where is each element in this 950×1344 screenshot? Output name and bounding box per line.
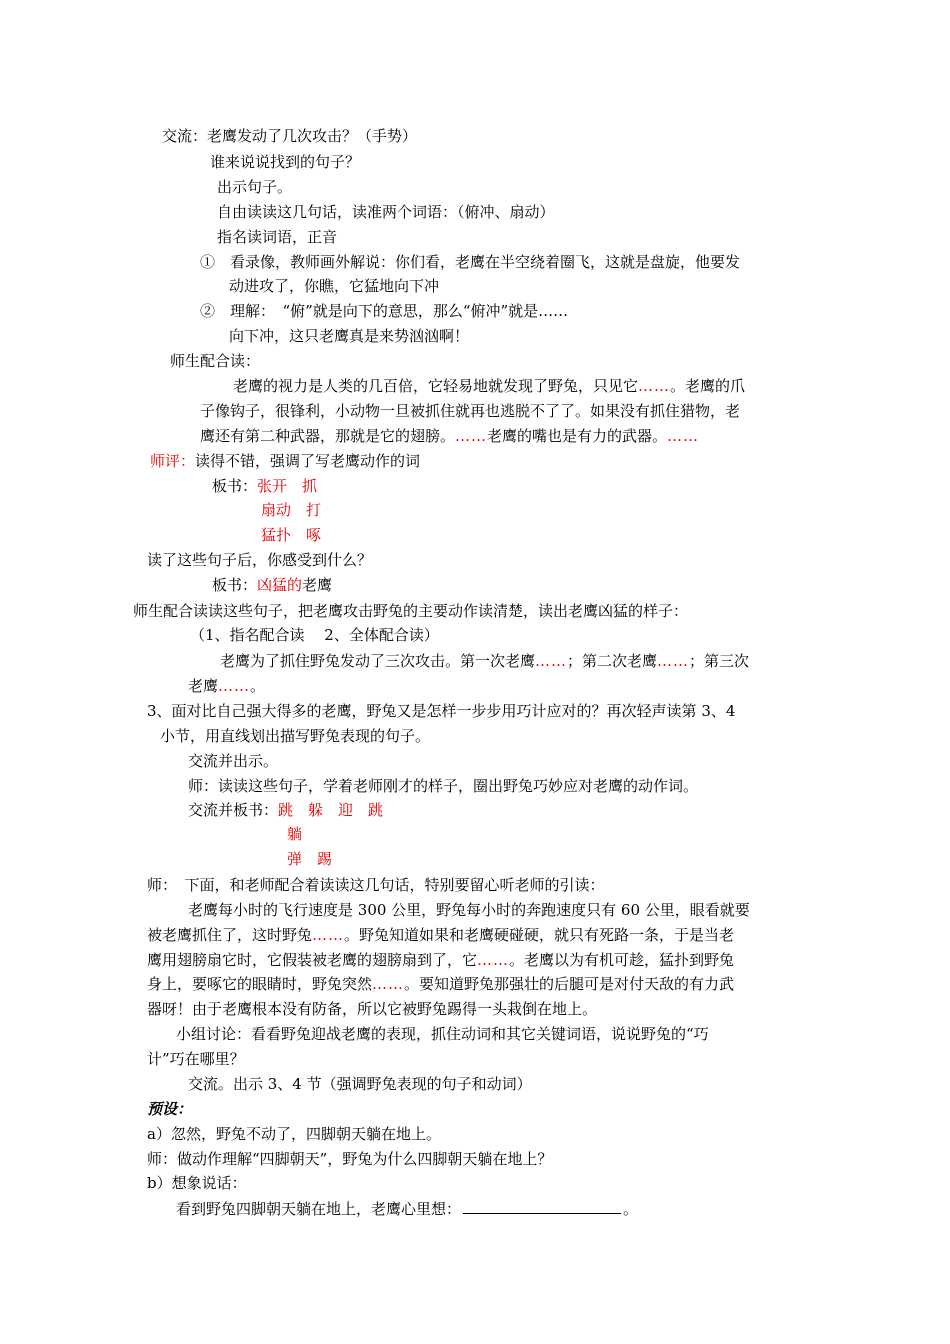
- blackboard-words: 张开 抓: [257, 477, 318, 495]
- text-line: [233, 376, 745, 396]
- text-line: 器呀！由于老鹰根本没有防备，所以它被野兔踢得一头栽倒在地上。: [147, 1000, 598, 1018]
- text-line: [150, 451, 420, 471]
- blackboard-words: 凶猛的: [257, 576, 303, 594]
- text-segment: 老鹰为了抓住野兔发动了三次攻击。第一次老鹰: [220, 652, 536, 670]
- text-line: 小组讨论：看看野兔迎战老鹰的表现，抓住动词和其它关键词语，说说野兔的“巧: [176, 1025, 709, 1043]
- text-line: 出示句子。: [217, 178, 293, 196]
- text-line: [200, 426, 699, 446]
- blackboard-line: [212, 575, 332, 595]
- text-segment: 老鹰的视力是人类的几百倍，它轻易地就发现了野兔，只见它: [233, 377, 639, 395]
- text-line: [176, 1199, 638, 1219]
- text-line: 小节，用直线划出描写野兔表现的句子。: [160, 727, 431, 745]
- text-line: 计”巧在哪里？: [147, 1050, 245, 1068]
- text-line: [220, 651, 749, 671]
- blackboard-words: 躺: [287, 825, 303, 843]
- blackboard-line: [212, 476, 317, 496]
- text-segment: 老鹰: [188, 677, 219, 695]
- text-line: 交流。出示 3、4 节（强调野兔表现的句子和动词）: [188, 1075, 532, 1093]
- text-segment: 。老鹰以为有机可趁，猛扑到野兔: [509, 951, 735, 969]
- text-line: [147, 974, 734, 994]
- text-segment: 看到野兔四脚朝天躺在地上，老鹰心里想：: [176, 1200, 462, 1218]
- ellipsis-blank: ……: [657, 652, 690, 670]
- blackboard-line: [188, 800, 383, 820]
- section-heading: 师生配合读：: [170, 352, 261, 370]
- text-segment: 。: [250, 677, 266, 695]
- teacher-comment-label: 师评：: [150, 452, 196, 470]
- ellipsis-blank: ……: [667, 427, 700, 445]
- text-line: 交流：老鹰发动了几次攻击？（手势）: [162, 127, 418, 145]
- text-line: 向下冲，这只老鹰真是来势汹汹啊！: [229, 327, 470, 345]
- ellipsis-blank: ……: [218, 677, 251, 695]
- text-segment: 。老鹰的爪: [670, 377, 746, 395]
- preset-heading: 预设：: [147, 1100, 193, 1118]
- text-line: 师生配合读读这些句子，把老鹰攻击野兔的主要动作读清楚，读出老鹰凶猛的样子：: [133, 602, 689, 620]
- ellipsis-blank: ……: [638, 377, 671, 395]
- text-line: 师：做动作理解“四脚朝天”，野兔为什么四脚朝天躺在地上？: [147, 1150, 553, 1168]
- text-line: 交流并出示。: [188, 752, 279, 770]
- blackboard-words: 扇动 打: [261, 501, 322, 519]
- ellipsis-blank: ……: [535, 652, 568, 670]
- text-segment: 读得不错，强调了写老鹰动作的词: [195, 452, 421, 470]
- text-segment: 身上，要啄它的眼睛时，野兔突然: [147, 975, 373, 993]
- text-segment: 老鹰的嘴也是有力的武器。: [487, 427, 668, 445]
- text-line: （1、指名配合读 2、全体配合读）: [190, 626, 439, 644]
- text-segment: 老鹰: [302, 576, 333, 594]
- text-line: ② 理解： “俯”就是向下的意思，那么“俯冲”就是……: [200, 302, 569, 320]
- text-segment: 。: [623, 1200, 639, 1218]
- text-line: 指名读词语，正音: [217, 228, 338, 246]
- text-line: [188, 676, 265, 696]
- text-segment: 鹰用翅膀扇它时，它假装被老鹰的翅膀扇到了，它: [147, 951, 478, 969]
- text-segment: 。要知道野兔那强壮的后腿可是对付天敌的有力武: [404, 975, 735, 993]
- text-line: 自由读读这几句话，读准两个词语：（俯冲、扇动）: [217, 203, 555, 221]
- text-segment: 。野兔知道如果和老鹰硬碰硬，就只有死路一条，于是当老: [344, 926, 735, 944]
- text-line: [147, 950, 734, 970]
- ellipsis-blank: ……: [455, 427, 488, 445]
- text-line: 谁来说说找到的句子？: [210, 153, 361, 171]
- ellipsis-blank: ……: [477, 951, 510, 969]
- text-segment: 被老鹰抓住了，这时野兔: [147, 926, 313, 944]
- fill-in-blank: [463, 1199, 621, 1214]
- text-line: a）忽然，野兔不动了，四脚朝天躺在地上。: [147, 1125, 441, 1143]
- text-segment: ；第三次: [689, 652, 750, 670]
- blackboard-label: 板书：: [212, 477, 258, 495]
- ellipsis-blank: ……: [312, 926, 345, 944]
- ellipsis-blank: ……: [372, 975, 405, 993]
- text-segment: 鹰还有第二种武器，那就是它的翅膀。: [200, 427, 456, 445]
- text-line: b）想象说话：: [147, 1174, 247, 1192]
- blackboard-words: 弹 踢: [287, 850, 333, 868]
- text-segment: ；第二次老鹰: [567, 652, 658, 670]
- text-line: 师： 下面，和老师配合着读读这几句话，特别要留心听老师的引读：: [147, 876, 605, 894]
- text-line: 读了这些句子后，你感受到什么？: [147, 551, 373, 569]
- text-line: 老鹰每小时的飞行速度是 300 公里，野兔每小时的奔跑速度只有 60 公里，眼看就要: [188, 901, 750, 919]
- blackboard-words: 跳 躲 迎 跳: [278, 801, 384, 819]
- text-line: [147, 925, 734, 945]
- text-line: ① 看录像，教师画外解说：你们看，老鹰在半空绕着圈飞，这就是盘旋，他要发: [200, 253, 741, 271]
- blackboard-label: 板书：: [212, 576, 258, 594]
- text-line: 3、面对比自己强大得多的老鹰，野兔又是怎样一步步用巧计应对的？再次轻声读第 3、4: [147, 702, 736, 720]
- text-line: 子像钩子，很锋利，小动物一旦被抓住就再也逃脱不了了。如果没有抓住猎物，老: [200, 402, 741, 420]
- blackboard-words: 猛扑 啄: [261, 526, 322, 544]
- blackboard-label: 交流并板书：: [188, 801, 279, 819]
- text-line: 师：读读这些句子，学着老师刚才的样子，圈出野兔巧妙应对老鹰的动作词。: [188, 777, 699, 795]
- text-line: 动进攻了，你瞧，它猛地向下冲: [229, 277, 440, 295]
